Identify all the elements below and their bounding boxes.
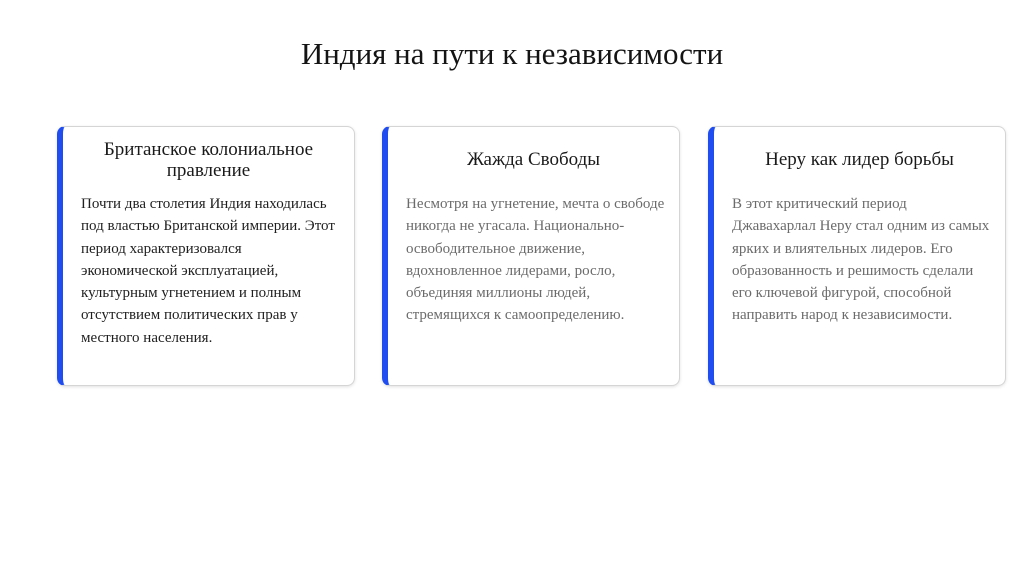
card-british-rule <box>57 126 355 386</box>
card-nehru-leader <box>708 126 1006 386</box>
card-thirst-for-freedom <box>382 126 680 386</box>
card-heading: Жажда Свободы <box>466 149 601 170</box>
card-body: Почти два столетия Индия находилась под властью Британской империи. Этот период характеризовался экономической эксплуатацией, культурным угнетением и полным отсутствием политических прав у местного населения. <box>81 196 335 346</box>
slide-title: Индия на пути к независимости <box>300 36 724 71</box>
card-heading: Неру как лидер борьбы <box>765 149 954 170</box>
card-body: Несмотря на угнетение, мечта о свободе никогда не угасала. Национально-освободительное движение, вдохновленное лидерами, росло, объединяя миллионы людей, стремящихся к самоопределению. <box>406 196 665 324</box>
card-heading: Британское колониальное правление <box>103 139 314 181</box>
card-body: В этот критический период Джавахарлал Неру стал одним из самых ярких и влиятельных лидеров. Его образованность и решимость сделали его ключевой фигурой, способной направить народ к независимости. <box>732 196 990 324</box>
cards-row <box>57 126 1005 388</box>
